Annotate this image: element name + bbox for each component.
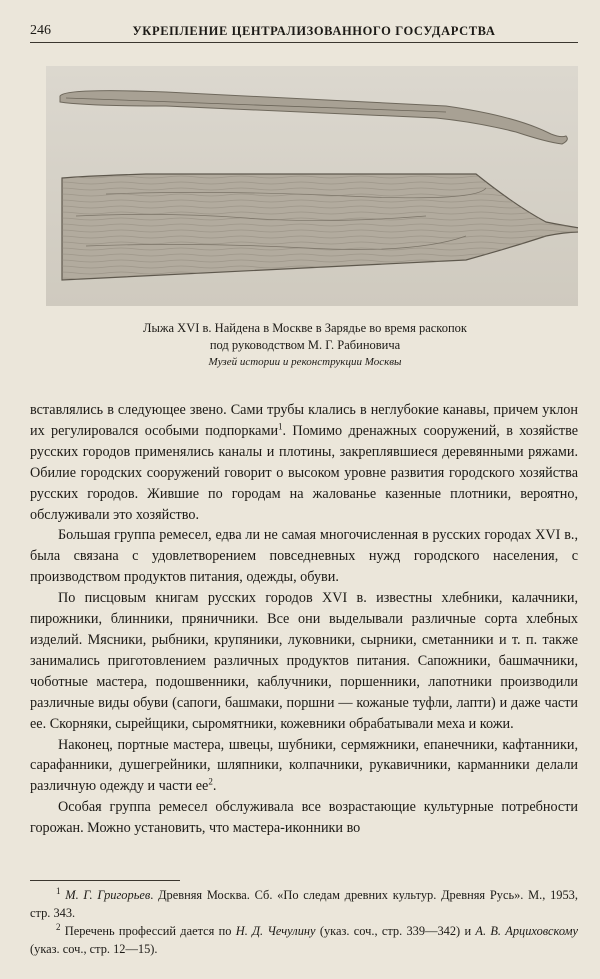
footnote-text: (указ. соч., стр. 12—15). [30,942,158,956]
paragraph-text: Наконец, портные мастера, швецы, шубники, сермяжники, епанечники, кафтанники, сарафанники, душегрейники, шляпники, колпачники, рукавичники, карманники делали различную одежду и части ее [30,736,578,795]
paragraph-text: Большая группа ремесел, едва ли не самая многочисленная в русских городах XVI в., была связана с удовлетворением повседневных нужд городского населения, с производством продуктов питания, одежды, обуви. [30,527,578,586]
paragraph [30,588,578,734]
caption-credit: Музей истории и реконструкции Москвы [208,356,402,368]
footnotes [30,886,578,958]
page-number: 246 [30,23,51,38]
footnote-author: М. Г. Григорьев [65,888,151,902]
footnote-divider [30,880,180,881]
body-text [30,400,578,839]
paragraph [30,400,578,525]
caption-line: под руководством М. Г. Рабиновича [209,338,401,352]
running-header [30,22,578,43]
paragraph [30,735,578,798]
footnote-ref: 1 [278,421,283,432]
caption-line: Лыжа XVI в. Найдена в Москве в Зарядье во время раскопок [142,321,468,335]
ski-photo-drawing [46,66,578,306]
footnote-text: (указ. соч., стр. 339—342) и [315,924,476,938]
footnote-author: Н. Д. Чечулину [235,924,316,938]
footnote-marker: 2 [56,921,61,932]
paragraph-text: . Помимо дренажных сооружений, в хозяйстве русских городов применялись каналы и плотины, закреплявшиеся деревянными ряжами. Обилие городских сооружений говорит о высоком уровне развития городского хозяйства русских городов. Жившие по городам на жалованье казенные плотники, вероятно, обслуживали это хозяйство. [30,422,578,523]
paragraph-text: Особая группа ремесел обслуживала все возрастающие культурные потребности горожан. Можно установить, что мастера-иконники во [30,799,578,837]
paragraph [30,797,578,839]
paragraph [30,525,578,588]
figure-caption [40,320,570,371]
footnote-marker: 1 [56,885,61,896]
footnote [30,922,578,958]
paragraph-text: вставлялись в следующее звено. Сами трубы клались в неглубокие канавы, причем уклон их регулировался особыми подпорками [30,402,578,439]
paragraph-text: . [212,778,217,795]
running-title: УКРЕПЛЕНИЕ ЦЕНТРАЛИЗОВАННОГО ГОСУДАРСТВА [132,24,496,38]
paragraph-text: По писцовым книгам русских городов XVI в. известны хлебники, калачники, пирожники, блинники, пряничники. Все они выделывали различные сорта хлебных изделий. Мясники, рыбники, крупяники, луковники, сырники, сметанники и т. п. также занимались приготовлением различных продуктов питания. Сапожники, башмачники, чоботные мастера, подошвенники, каблучники, поршенники, лапотники производили различные виды обуви (сапоги, башмаки, поршни — кожаные туфли, лапти) и даже части ее. Скорняки, сырейщики, сыромятники, кожевники обрабатывали меха и кожи. [30,590,578,732]
footnote-author: А. В. Арциховскому [475,924,578,938]
footnote [30,886,578,922]
footnote-text: . Древняя Москва. Сб. «По следам древних культур. Древняя Русь». М., 1953, стр. 343. [30,888,578,920]
ski-photograph [46,66,578,306]
footnote-ref: 2 [208,776,213,787]
footnote-text: Перечень профессий дается по [64,924,236,938]
